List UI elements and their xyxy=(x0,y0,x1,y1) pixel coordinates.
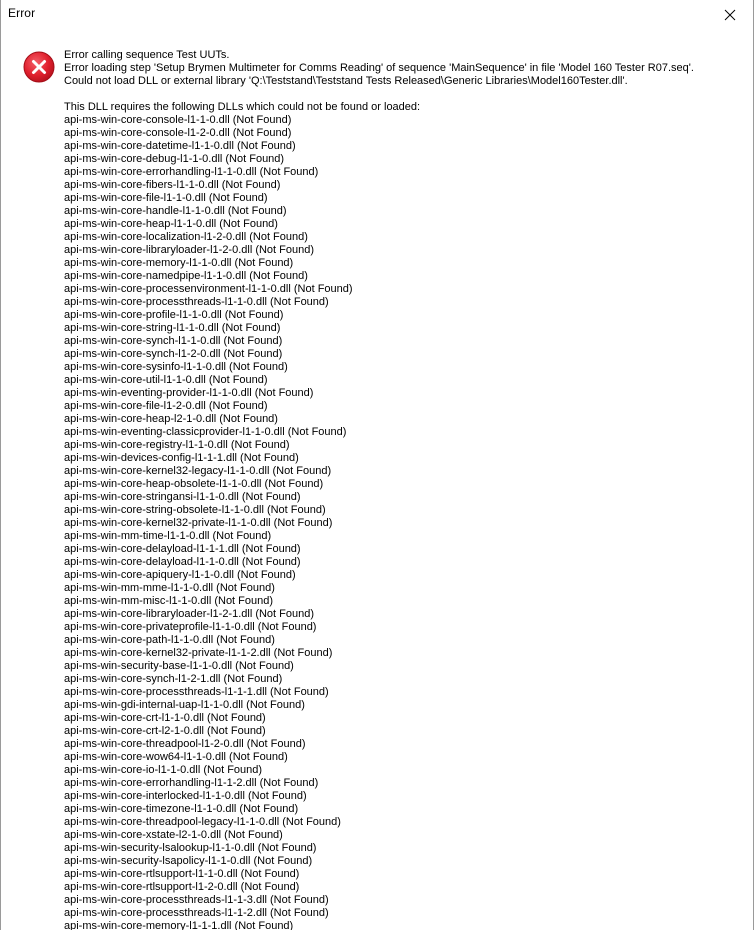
missing-dll-item: api-ms-win-core-heap-l1-1-0.dll (Not Found) xyxy=(64,218,278,230)
error-circle-x-icon xyxy=(23,51,55,83)
missing-dll-item: api-ms-win-core-wow64-l1-1-0.dll (Not Found) xyxy=(64,751,288,763)
missing-dll-item: api-ms-win-core-synch-l1-2-0.dll (Not Found) xyxy=(64,348,283,360)
missing-dll-item: api-ms-win-core-stringansi-l1-1-0.dll (Not Found) xyxy=(64,491,301,503)
missing-dll-item: api-ms-win-core-synch-l1-2-1.dll (Not Found) xyxy=(64,673,283,685)
missing-dll-item: api-ms-win-core-file-l1-1-0.dll (Not Found) xyxy=(64,192,268,204)
error-header-line: Error calling sequence Test UUTs. xyxy=(64,49,230,61)
missing-dll-item: api-ms-win-core-registry-l1-1-0.dll (Not Found) xyxy=(64,439,290,451)
missing-dll-item: api-ms-win-devices-config-l1-1-1.dll (Not Found) xyxy=(64,452,299,464)
missing-dll-item: api-ms-win-eventing-classicprovider-l1-1-0.dll (Not Found) xyxy=(64,426,347,438)
missing-dll-item: api-ms-win-core-console-l1-1-0.dll (Not Found) xyxy=(64,114,292,126)
missing-dll-item: api-ms-win-core-sysinfo-l1-1-0.dll (Not Found) xyxy=(64,361,288,373)
missing-dll-item: api-ms-win-core-delayload-l1-1-1.dll (Not Found) xyxy=(64,543,301,555)
missing-dll-item: api-ms-win-core-threadpool-legacy-l1-1-0.dll (Not Found) xyxy=(64,816,341,828)
missing-dll-item: api-ms-win-core-processthreads-l1-1-2.dll (Not Found) xyxy=(64,907,329,919)
window-title: Error xyxy=(8,6,36,20)
missing-dll-item: api-ms-win-eventing-provider-l1-1-0.dll (Not Found) xyxy=(64,387,314,399)
missing-dll-item: api-ms-win-core-libraryloader-l1-2-0.dll (Not Found) xyxy=(64,244,315,256)
missing-dll-item: api-ms-win-core-crt-l1-1-0.dll (Not Found) xyxy=(64,712,266,724)
missing-dll-item: api-ms-win-core-file-l1-2-0.dll (Not Found) xyxy=(64,400,268,412)
close-button[interactable] xyxy=(707,0,753,29)
missing-dll-item: api-ms-win-core-handle-l1-1-0.dll (Not Found) xyxy=(64,205,287,217)
missing-dll-item: api-ms-win-core-util-l1-1-0.dll (Not Found) xyxy=(64,374,268,386)
dll-intro-line: This DLL requires the following DLLs which could not be found or loaded: xyxy=(64,101,421,113)
missing-dll-item: api-ms-win-core-kernel32-private-l1-1-2.dll (Not Found) xyxy=(64,647,333,659)
missing-dll-item: api-ms-win-core-debug-l1-1-0.dll (Not Found) xyxy=(64,153,285,165)
error-header-line: Error loading step 'Setup Brymen Multimeter for Comms Reading' of sequence 'MainSequence' in file 'Model 160 Tester R07.seq'. xyxy=(64,62,694,74)
missing-dll-item: api-ms-win-core-xstate-l2-1-0.dll (Not Found) xyxy=(64,829,283,841)
missing-dll-item: api-ms-win-core-rtlsupport-l1-2-0.dll (Not Found) xyxy=(64,881,300,893)
missing-dll-item: api-ms-win-core-apiquery-l1-1-0.dll (Not Found) xyxy=(64,569,296,581)
missing-dll-item: api-ms-win-core-kernel32-legacy-l1-1-0.dll (Not Found) xyxy=(64,465,332,477)
missing-dll-item: api-ms-win-core-synch-l1-1-0.dll (Not Found) xyxy=(64,335,283,347)
missing-dll-item: api-ms-win-core-delayload-l1-1-0.dll (Not Found) xyxy=(64,556,301,568)
missing-dll-item: api-ms-win-core-rtlsupport-l1-1-0.dll (Not Found) xyxy=(64,868,300,880)
missing-dll-item: api-ms-win-core-kernel32-private-l1-1-0.dll (Not Found) xyxy=(64,517,333,529)
missing-dll-item: api-ms-win-core-libraryloader-l1-2-1.dll (Not Found) xyxy=(64,608,315,620)
error-message xyxy=(64,49,749,930)
missing-dll-item: api-ms-win-core-localization-l1-2-0.dll (Not Found) xyxy=(64,231,308,243)
missing-dll-item: api-ms-win-gdi-internal-uap-l1-1-0.dll (Not Found) xyxy=(64,699,305,711)
error-header-line: Could not load DLL or external library 'Q:\Teststand\Teststand Tests Released\Generic Libraries\Model160Tester.dll'. xyxy=(64,75,628,87)
blank-line xyxy=(64,88,749,101)
missing-dll-item: api-ms-win-core-string-l1-1-0.dll (Not Found) xyxy=(64,322,281,334)
missing-dll-item: api-ms-win-core-heap-l2-1-0.dll (Not Found) xyxy=(64,413,278,425)
missing-dll-item: api-ms-win-core-errorhandling-l1-1-2.dll (Not Found) xyxy=(64,777,319,789)
missing-dll-item: api-ms-win-core-string-obsolete-l1-1-0.dll (Not Found) xyxy=(64,504,326,516)
missing-dll-item: api-ms-win-mm-time-l1-1-0.dll (Not Found) xyxy=(64,530,272,542)
missing-dll-item: api-ms-win-core-io-l1-1-0.dll (Not Found) xyxy=(64,764,263,776)
missing-dll-item: api-ms-win-mm-misc-l1-1-0.dll (Not Found) xyxy=(64,595,274,607)
missing-dll-item: api-ms-win-core-memory-l1-1-0.dll (Not Found) xyxy=(64,257,294,269)
missing-dll-item: api-ms-win-core-fibers-l1-1-0.dll (Not Found) xyxy=(64,179,281,191)
missing-dll-item: api-ms-win-core-heap-obsolete-l1-1-0.dll (Not Found) xyxy=(64,478,324,490)
missing-dll-item: api-ms-win-core-errorhandling-l1-1-0.dll (Not Found) xyxy=(64,166,319,178)
missing-dll-item: api-ms-win-core-path-l1-1-0.dll (Not Found) xyxy=(64,634,275,646)
missing-dll-item: api-ms-win-core-processthreads-l1-1-1.dll (Not Found) xyxy=(64,686,329,698)
missing-dll-item: api-ms-win-core-processthreads-l1-1-0.dll (Not Found) xyxy=(64,296,329,308)
missing-dll-item: api-ms-win-mm-mme-l1-1-0.dll (Not Found) xyxy=(64,582,275,594)
missing-dll-item: api-ms-win-core-timezone-l1-1-0.dll (Not Found) xyxy=(64,803,299,815)
missing-dll-item: api-ms-win-core-console-l1-2-0.dll (Not Found) xyxy=(64,127,292,139)
missing-dll-item: api-ms-win-core-crt-l2-1-0.dll (Not Found) xyxy=(64,725,266,737)
missing-dll-item: api-ms-win-security-base-l1-1-0.dll (Not Found) xyxy=(64,660,294,672)
missing-dll-item: api-ms-win-core-datetime-l1-1-0.dll (Not Found) xyxy=(64,140,296,152)
missing-dll-item: api-ms-win-security-lsalookup-l1-1-0.dll (Not Found) xyxy=(64,842,317,854)
missing-dll-item: api-ms-win-core-threadpool-l1-2-0.dll (Not Found) xyxy=(64,738,306,750)
missing-dll-item: api-ms-win-core-processenvironment-l1-1-0.dll (Not Found) xyxy=(64,283,353,295)
title-bar xyxy=(1,0,753,30)
missing-dll-item: api-ms-win-core-profile-l1-1-0.dll (Not Found) xyxy=(64,309,284,321)
missing-dll-item: api-ms-win-security-lsapolicy-l1-1-0.dll (Not Found) xyxy=(64,855,313,867)
close-icon xyxy=(724,9,736,21)
missing-dll-item: api-ms-win-core-memory-l1-1-1.dll (Not Found) xyxy=(64,920,294,930)
missing-dll-item: api-ms-win-core-privateprofile-l1-1-0.dll (Not Found) xyxy=(64,621,317,633)
missing-dll-list xyxy=(64,114,749,930)
missing-dll-item: api-ms-win-core-namedpipe-l1-1-0.dll (Not Found) xyxy=(64,270,308,282)
missing-dll-item: api-ms-win-core-processthreads-l1-1-3.dll (Not Found) xyxy=(64,894,329,906)
missing-dll-item: api-ms-win-core-interlocked-l1-1-0.dll (Not Found) xyxy=(64,790,307,802)
